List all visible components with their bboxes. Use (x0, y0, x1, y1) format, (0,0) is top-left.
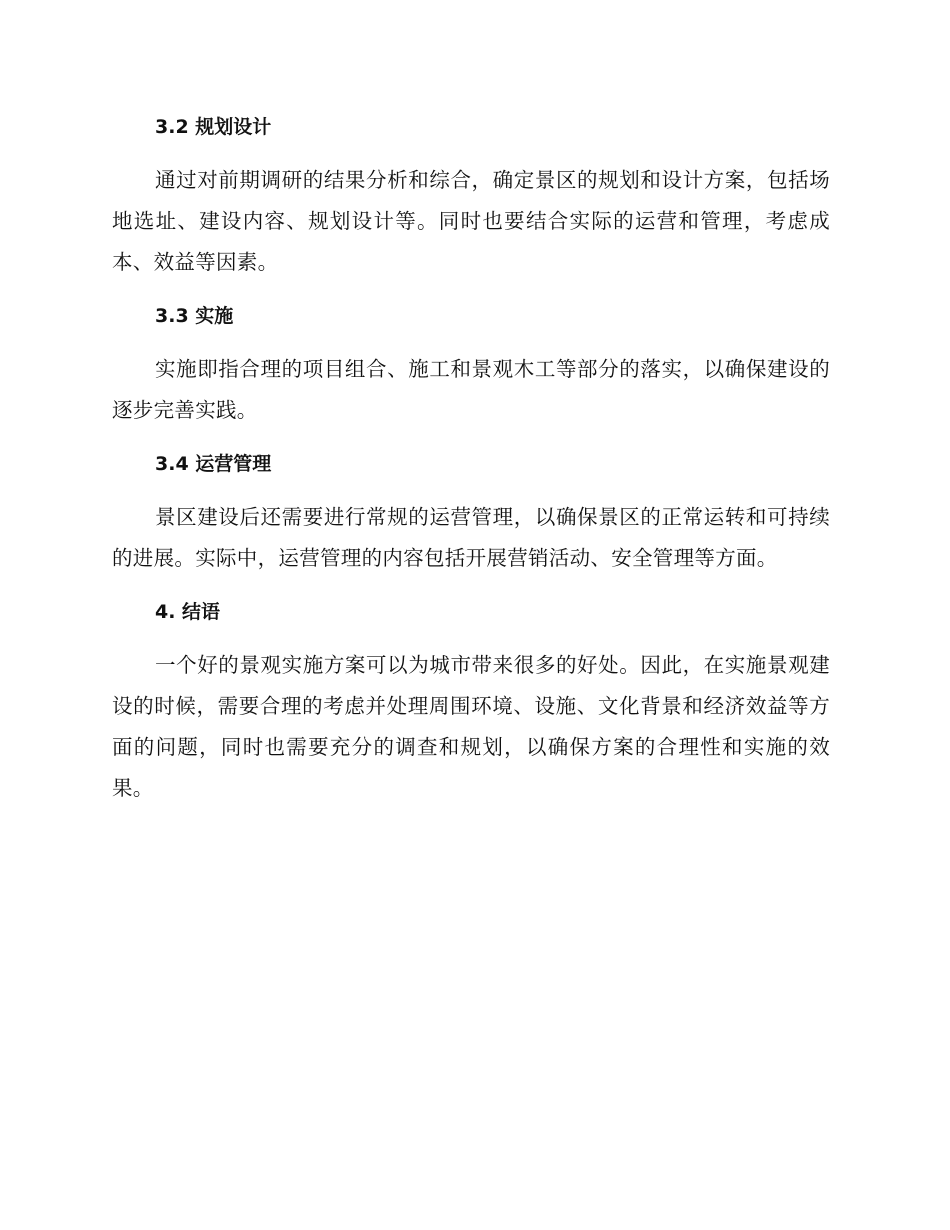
section-heading-3-3: 3.3 实施 (155, 305, 234, 327)
section-paragraph-3-3: 实施即指合理的项目组合、施工和景观木工等部分的落实，以确保建设的逐步完善实践。 (112, 357, 830, 422)
spacer (112, 485, 830, 497)
section-heading-3-4: 3.4 运营管理 (155, 453, 272, 475)
spacer (112, 148, 830, 160)
spacer (112, 337, 830, 349)
document-body (112, 106, 830, 821)
spacer (112, 633, 830, 645)
section-paragraph-3-2: 通过对前期调研的结果分析和综合，确定景区的规划和设计方案，包括场地选址、建设内容、规划设计等。同时也要结合实际的运营和管理，考虑成本、效益等因素。 (112, 168, 830, 274)
section-heading-4: 4. 结语 (155, 601, 221, 623)
section-heading-3-2: 3.2 规划设计 (155, 116, 272, 138)
section-paragraph-3-4: 景区建设后还需要进行常规的运营管理，以确保景区的正常运转和可持续的进展。实际中，运营管理的内容包括开展营销活动、安全管理等方面。 (112, 505, 830, 570)
section-paragraph-4: 一个好的景观实施方案可以为城市带来很多的好处。因此，在实施景观建设的时候，需要合理的考虑并处理周围环境、设施、文化背景和经济效益等方面的问题，同时也需要充分的调查和规划，以确保方案的合理性和实施的效果。 (112, 653, 830, 800)
